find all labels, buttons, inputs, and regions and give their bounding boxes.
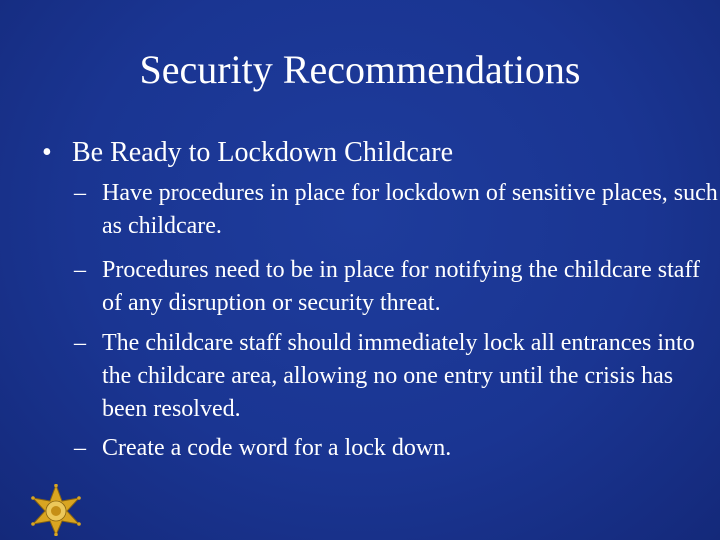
slide-title: Security Recommendations — [139, 47, 581, 92]
sub-item-text: Create a code word for a lock down. — [102, 435, 452, 461]
sheriff-star-badge-icon — [30, 484, 82, 536]
sub-item-text: Have procedures in place for lockdown of sensitive places, such as childcare. — [102, 180, 718, 239]
sub-item-dash: – — [74, 257, 86, 283]
sub-item-text: Procedures need to be in place for notifying the childcare staff of any disruption or security threat. — [102, 257, 700, 316]
sub-item — [74, 254, 720, 320]
sub-item — [74, 327, 720, 426]
sub-item — [74, 177, 720, 243]
sub-item-dash: – — [74, 435, 86, 461]
sub-item — [74, 432, 720, 465]
bullet-dot: • — [42, 137, 52, 168]
main-bullet — [42, 136, 453, 170]
sub-item-dash: – — [74, 330, 86, 356]
sub-item-text: The childcare staff should immediately lock all entrances into the childcare area, allowing no one entry until the crisis has been resolved. — [102, 330, 695, 422]
main-bullet-text: Be Ready to Lockdown Childcare — [72, 137, 454, 168]
sub-item-dash: – — [74, 180, 86, 206]
